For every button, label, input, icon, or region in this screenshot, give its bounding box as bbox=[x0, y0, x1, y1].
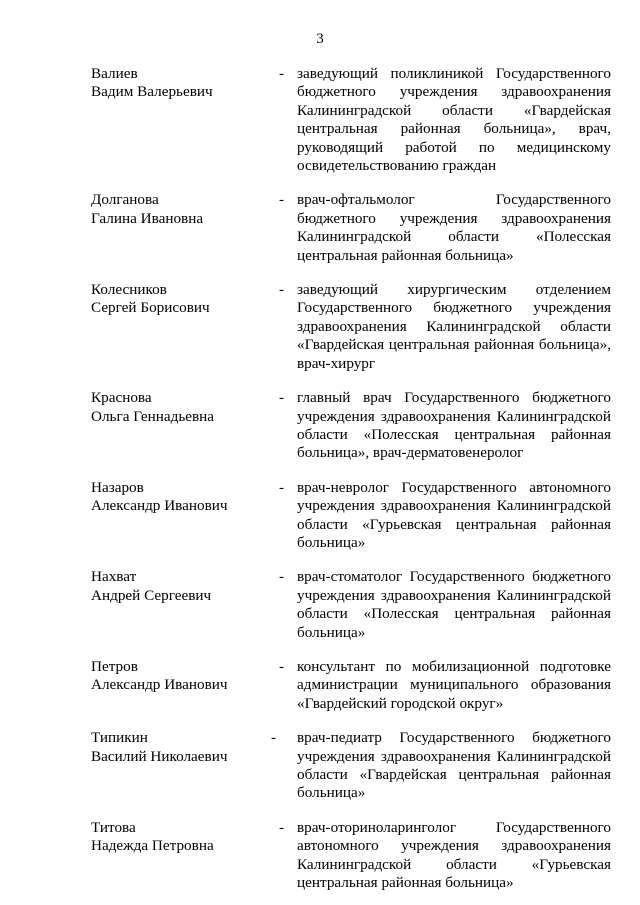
member-surname: Типикин bbox=[91, 729, 148, 747]
member-surname: Назаров bbox=[91, 478, 144, 496]
member-position: главный врач Государственного бюджетного учреждения здравоохранения Калининградской области «Полесская центральная районная больница», врач-дерматовенеролог bbox=[297, 389, 611, 462]
member-entry-krasnova bbox=[91, 389, 611, 463]
member-name bbox=[91, 281, 279, 318]
dash-separator: - bbox=[279, 65, 285, 82]
member-name bbox=[91, 658, 279, 695]
member-position: врач-офтальмолог Государственного бюджетного учреждения здравоохранения Калининградской области «Полесская центральная районная больница» bbox=[297, 191, 611, 264]
member-surname: Краснова bbox=[91, 389, 152, 407]
member-given-names: Александр Иванович bbox=[91, 676, 228, 694]
dash-separator: - bbox=[279, 478, 285, 496]
member-position: консультант по мобилизационной подготовке администрации муниципального образования «Гвардейский городской округ» bbox=[297, 657, 611, 712]
member-surname: Титова bbox=[91, 818, 136, 836]
member-given-names: Вадим Валерьевич bbox=[91, 83, 213, 101]
member-given-names: Андрей Сергеевич bbox=[91, 586, 212, 604]
member-entry-titova bbox=[91, 819, 611, 893]
member-name bbox=[91, 389, 279, 426]
member-entry-tipikin bbox=[91, 729, 611, 803]
member-position: врач-стоматолог Государственного бюджетного учреждения здравоохранения Калининградской области «Полесская центральная районная больница» bbox=[297, 568, 611, 641]
member-position: заведующий хирургическим отделением Государственного бюджетного учреждения здравоохранения Калининградской области «Гвардейская центральная районная больница», врач-хирург bbox=[297, 281, 611, 372]
member-entry-nazarov bbox=[91, 479, 611, 553]
member-name bbox=[91, 819, 279, 856]
page-number: 3 bbox=[316, 31, 324, 47]
member-position: заведующий поликлиникой Государственного бюджетного учреждения здравоохранения Калининградской области «Гвардейская центральная районная больница», врач, руководящий работой по медицинскому освидетельствованию граждан bbox=[297, 65, 611, 175]
member-name bbox=[91, 568, 279, 605]
member-position: врач-невролог Государственного автономного учреждения здравоохранения Калининградской области «Гурьевская центральная районная больница» bbox=[297, 478, 611, 551]
member-entry-dolganova bbox=[91, 191, 611, 265]
commission-member-list bbox=[91, 65, 611, 892]
member-entry-valiev bbox=[91, 65, 611, 175]
member-given-names: Сергей Борисович bbox=[91, 299, 210, 317]
dash-separator: - bbox=[279, 281, 285, 299]
member-given-names: Надежда Петровна bbox=[91, 837, 214, 855]
member-given-names: Василий Николаевич bbox=[91, 747, 228, 765]
member-name bbox=[91, 479, 279, 516]
member-given-names: Ольга Геннадьевна bbox=[91, 407, 215, 425]
dash-separator: - bbox=[279, 568, 285, 586]
member-surname: Валиев bbox=[91, 65, 138, 82]
dash-separator: - bbox=[279, 191, 285, 209]
member-surname: Петров bbox=[91, 657, 138, 675]
member-surname: Долганова bbox=[91, 191, 159, 209]
member-given-names: Александр Иванович bbox=[91, 497, 228, 515]
member-entry-nakhvat bbox=[91, 568, 611, 642]
dash-separator: - bbox=[279, 389, 285, 407]
member-entry-kolesnikov bbox=[91, 281, 611, 373]
dash-separator: - bbox=[279, 657, 285, 675]
member-surname: Колесников bbox=[91, 281, 167, 299]
member-surname: Нахват bbox=[91, 568, 137, 586]
member-name bbox=[91, 191, 279, 228]
dash-separator: - bbox=[271, 729, 277, 747]
member-name bbox=[91, 65, 279, 102]
member-name bbox=[91, 729, 279, 766]
member-given-names: Галина Ивановна bbox=[91, 209, 204, 227]
member-position: врач-оториноларинголог Государственного автономного учреждения здравоохранения Калининградской области «Гурьевская центральная районная больница» bbox=[297, 818, 611, 892]
member-position: врач-педиатр Государственного бюджетного учреждения здравоохранения Калининградской области «Гвардейская центральная районная больница» bbox=[297, 729, 611, 802]
member-entry-petrov bbox=[91, 658, 611, 713]
dash-separator: - bbox=[279, 818, 285, 836]
